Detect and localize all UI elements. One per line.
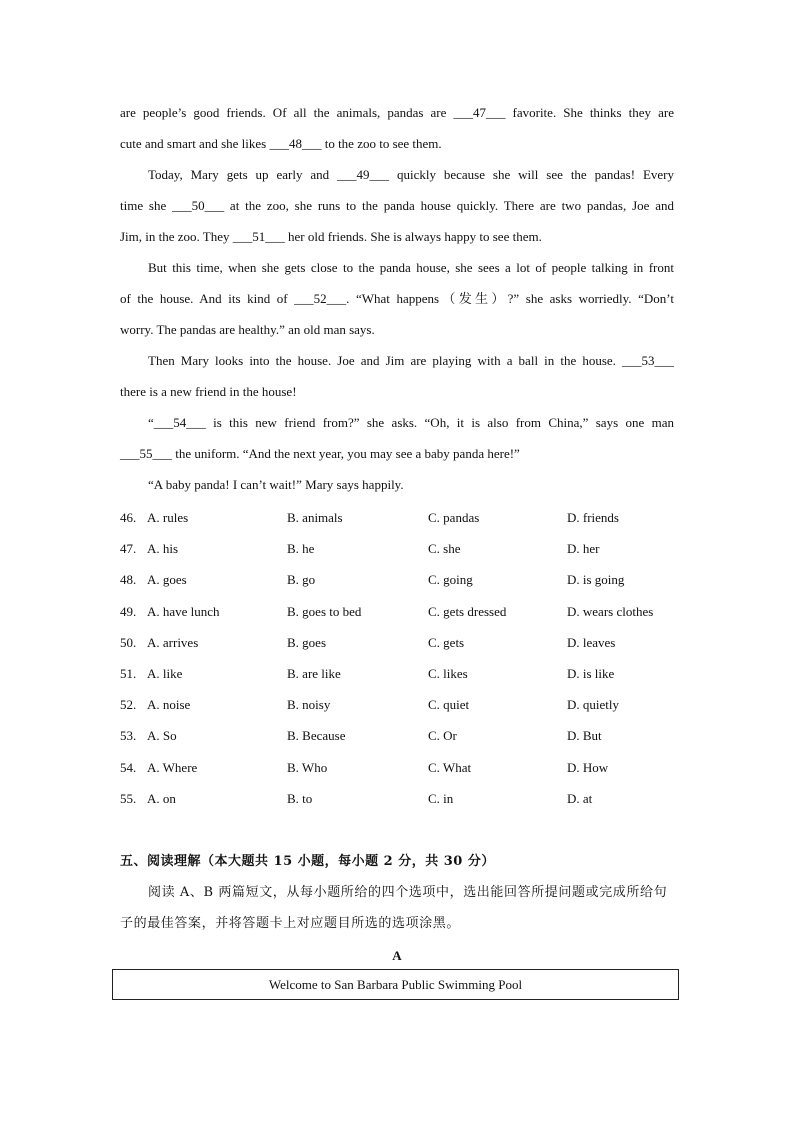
- question-number: 48.: [120, 572, 137, 588]
- option-d: D. friends: [567, 510, 619, 525]
- question-number: 49.: [120, 603, 137, 619]
- question-number: 55.: [120, 790, 137, 806]
- cloze-passage: [120, 97, 674, 500]
- option-c: C. likes: [428, 665, 468, 681]
- option-d: D. is going: [567, 572, 625, 588]
- option-d: D. is like: [567, 665, 615, 681]
- option-c: C. gets dressed: [428, 603, 507, 619]
- option-d: D. leaves: [567, 634, 616, 650]
- option-d: D. at: [567, 790, 593, 806]
- passage-line: ___55___ the uniform. “And the next year, you may see a baby panda here!”: [120, 446, 520, 461]
- question-row: [120, 627, 680, 658]
- instruction-line: 阅读 A、B 两篇短文，从每小题所给的四个选项中，选出能回答所提问题或完成所给句: [148, 885, 668, 900]
- passage-line: Then Mary looks into the house. Joe and Jim are playing with a ball in the house. ___53___: [148, 353, 674, 368]
- options-list: [120, 502, 680, 814]
- passage-line: there is a new friend in the house!: [120, 384, 297, 399]
- option-b: B. goes: [287, 634, 326, 650]
- question-row: [120, 783, 680, 814]
- question-row: [120, 658, 680, 689]
- option-a: A. rules: [147, 510, 189, 525]
- option-b: B. Who: [287, 759, 328, 775]
- option-a: A. his: [147, 541, 179, 557]
- passage-line: of the house. And its kind of ___52___. “What happens（发生）?” she asks worriedly. “Don’t: [120, 291, 674, 306]
- option-a: A. Where: [147, 759, 198, 775]
- option-b: B. he: [287, 541, 315, 557]
- question-row: [120, 720, 680, 751]
- question-row: [120, 564, 680, 595]
- option-b: B. go: [287, 572, 316, 588]
- instruction-line: 子的最佳答案，并将答题卡上对应题目所选的选项涂黑。: [120, 916, 461, 931]
- option-c: C. Or: [428, 728, 457, 744]
- passage-line: “A baby panda! I can’t wait!” Mary says happily.: [148, 477, 404, 492]
- option-d: D. her: [567, 541, 600, 557]
- option-c: C. going: [428, 572, 473, 588]
- option-a: A. like: [147, 665, 183, 681]
- option-a: A. So: [147, 728, 177, 744]
- option-d: D. How: [567, 759, 609, 775]
- option-c: C. she: [428, 541, 461, 557]
- option-d: D. But: [567, 728, 602, 744]
- question-row: [120, 752, 680, 783]
- passage-line: Jim, in the zoo. They ___51___ her old friends. She is always happy to see them.: [120, 229, 542, 244]
- question-number: 53.: [120, 728, 137, 744]
- passage-line: cute and smart and she likes ___48___ to the zoo to see them.: [120, 136, 442, 151]
- option-b: B. to: [287, 790, 313, 806]
- question-number: 47.: [120, 541, 137, 557]
- passage-line: time she ___50___ at the zoo, she runs to the panda house quickly. There are two pandas, Joe and: [120, 198, 674, 213]
- section-instructions: [120, 877, 674, 939]
- option-c: C. gets: [428, 634, 465, 650]
- passage-label: A: [392, 948, 402, 963]
- option-a: A. goes: [147, 572, 187, 588]
- option-b: B. are like: [287, 665, 341, 681]
- option-a: A. on: [147, 790, 176, 806]
- passage-line: are people’s good friends. Of all the animals, pandas are ___47___ favorite. She thinks they are: [120, 105, 674, 120]
- question-row: [120, 533, 680, 564]
- option-b: B. goes to bed: [287, 603, 362, 619]
- option-c: C. pandas: [428, 510, 480, 525]
- passage-line: “___54___ is this new friend from?” she asks. “Oh, it is also from China,” says one man: [148, 415, 674, 430]
- passage-line: Today, Mary gets up early and ___49___ quickly because she will see the pandas! Every: [148, 167, 674, 182]
- option-d: D. quietly: [567, 697, 619, 713]
- option-c: C. in: [428, 790, 454, 806]
- section-heading: 五、阅读理解（本大题共 15 小题，每小题 2 分，共 30 分）: [120, 854, 495, 869]
- option-a: A. arrives: [147, 634, 199, 650]
- option-b: B. animals: [287, 510, 343, 525]
- option-c: C. quiet: [428, 697, 470, 713]
- option-c: C. What: [428, 759, 472, 775]
- question-number: 54.: [120, 759, 137, 775]
- question-number: 51.: [120, 665, 137, 681]
- question-row: [120, 689, 680, 720]
- passage-line: But this time, when she gets close to the panda house, she sees a lot of people talking in front: [148, 260, 674, 275]
- notice-title-box: Welcome to San Barbara Public Swimming Pool: [112, 969, 679, 1000]
- passage-line: worry. The pandas are healthy.” an old man says.: [120, 322, 375, 337]
- question-row: [120, 502, 680, 533]
- option-b: B. Because: [287, 728, 346, 744]
- option-b: B. noisy: [287, 697, 331, 713]
- question-number: 52.: [120, 697, 137, 713]
- option-d: D. wears clothes: [567, 603, 654, 619]
- question-number: 46.: [120, 510, 137, 525]
- question-number: 50.: [120, 634, 137, 650]
- option-a: A. noise: [147, 697, 191, 713]
- option-a: A. have lunch: [147, 603, 220, 619]
- question-row: [120, 596, 680, 627]
